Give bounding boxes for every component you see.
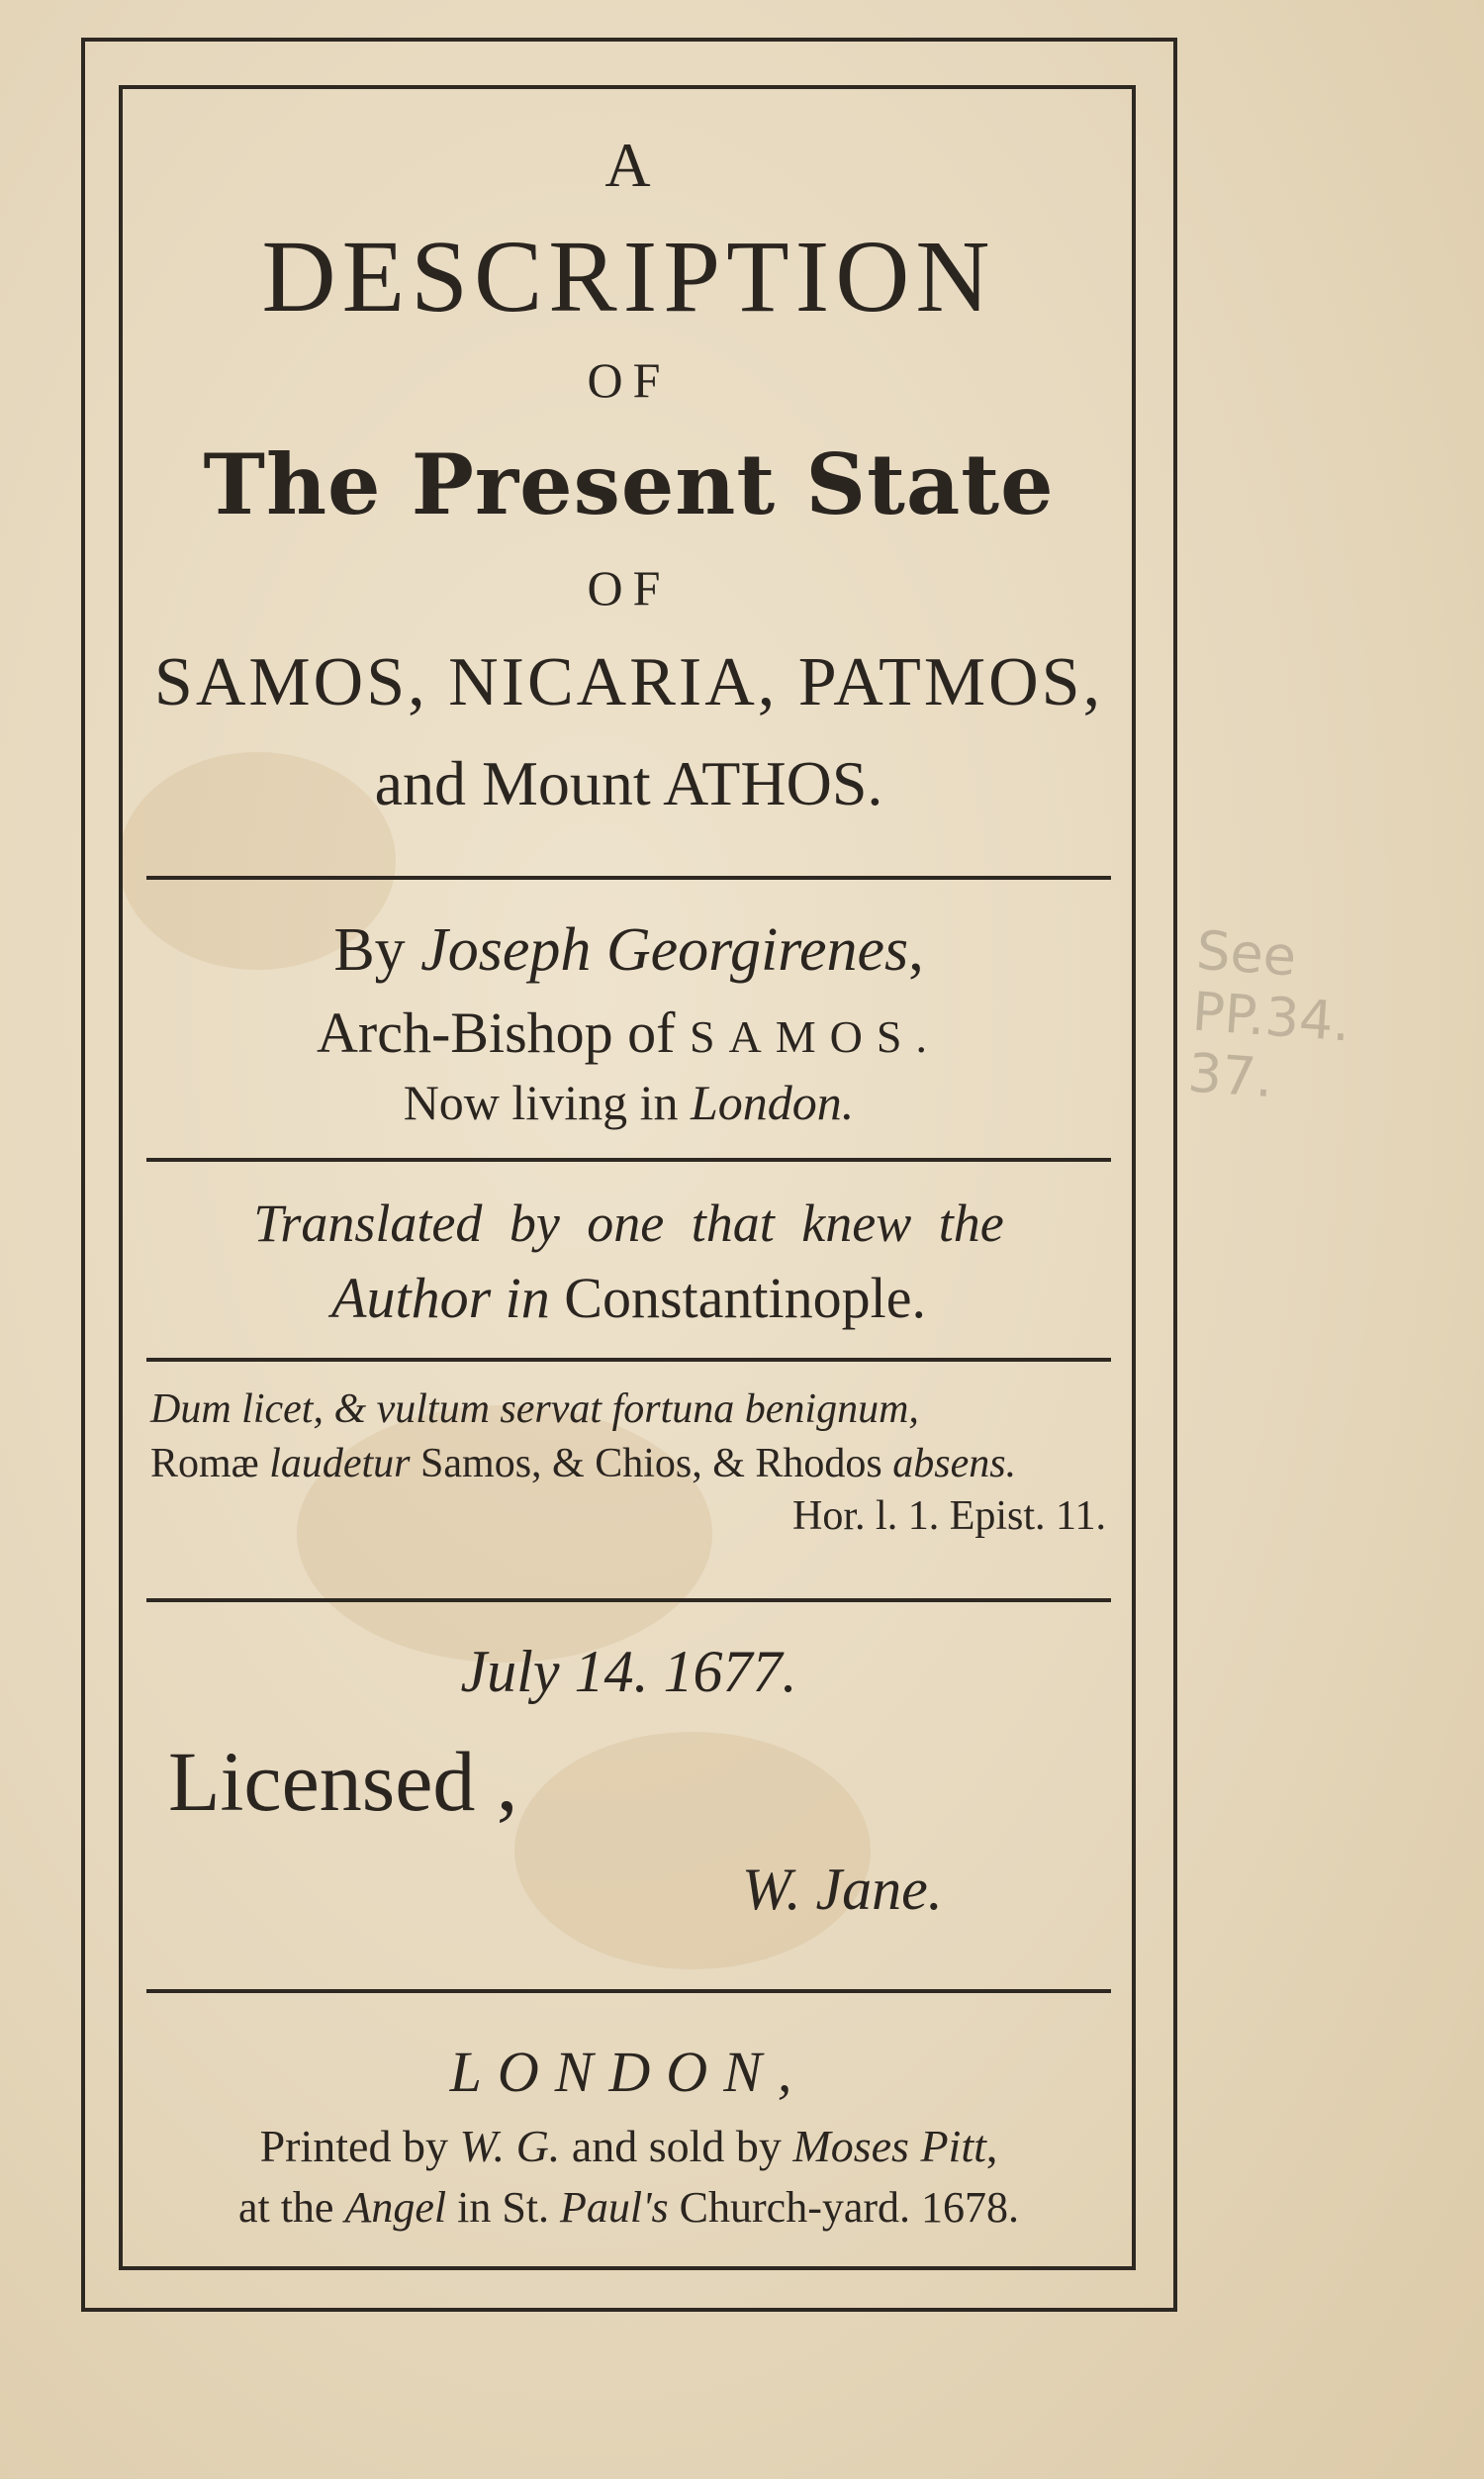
imprint-at-the: at the [237,2183,334,2232]
author-living: Now living in [403,1075,679,1130]
translated-city: Constantinople. [564,1266,926,1330]
imprint-churchyard: Church-yard. 1678. [679,2183,1020,2232]
motto-line-1: Dum licet, & vultum servat fortuna benignum, [150,1386,919,1432]
motto-laudetur: laudetur [269,1441,411,1486]
imprint-line-2 [146,2182,1111,2233]
author-by: By [333,916,406,984]
imprint-sold-by: and sold by [571,2121,782,2171]
licensed-label: Licensed , [168,1734,518,1829]
imprint-in-st: in St. [457,2183,550,2232]
translated-line-2 [146,1265,1111,1331]
licenser-name: W. Jane. [742,1857,943,1922]
rule-5 [146,1989,1111,1993]
pencil-margin-note [1186,920,1356,1115]
title-article: A [604,130,653,200]
author-name: Joseph Georgirenes [420,916,909,984]
margin-note-line-3: 37. [1185,1041,1275,1110]
imprint-line-1 [146,2120,1111,2172]
author-see: SAMOS. [689,1011,941,1062]
title-athos: and Mount ATHOS. [374,748,883,818]
translated-line-1: Translated by one that knew the [253,1193,1004,1253]
inner-border [119,85,1136,2270]
author-title: Arch-Bishop of [317,1001,676,1065]
rule-1 [146,876,1111,880]
margin-note-line-2: PP.34. [1190,980,1352,1054]
rule-3 [146,1358,1111,1362]
translated-author: Author in [331,1266,550,1330]
rule-2 [146,1158,1111,1162]
imprint-seller: Moses Pitt [792,2121,986,2171]
title-of-1: OF [587,352,671,408]
title-places: SAMOS, NICARIA, PATMOS, [153,644,1104,720]
title-description: DESCRIPTION [261,220,996,334]
imprint-city: LONDON, [449,2040,808,2104]
imprint-angel: Angel [344,2183,447,2232]
author-line [146,915,1111,986]
imprint-printer: W. G. [459,2121,561,2171]
author-comma: , [908,916,924,984]
title-of-2: OF [587,560,671,616]
license-date: July 14. 1677. [460,1639,797,1704]
author-living-line [146,1074,1111,1131]
motto-places: Samos, & Chios, & Rhodos [420,1441,882,1486]
motto-reference: Hor. l. 1. Epist. 11. [792,1493,1106,1539]
author-city: London. [690,1075,855,1130]
motto-line-2 [150,1440,1115,1487]
margin-note-line-1: See [1194,918,1299,989]
imprint-comma: , [985,2121,998,2171]
motto-romae: Romæ [150,1441,259,1486]
rule-4 [146,1598,1111,1602]
author-title-line [146,1000,1111,1066]
title-present-state: The Present State [203,435,1055,533]
motto-absens: absens. [892,1441,1017,1486]
imprint-pauls: Paul's [560,2183,669,2232]
imprint-printed-by: Printed by [259,2121,448,2171]
